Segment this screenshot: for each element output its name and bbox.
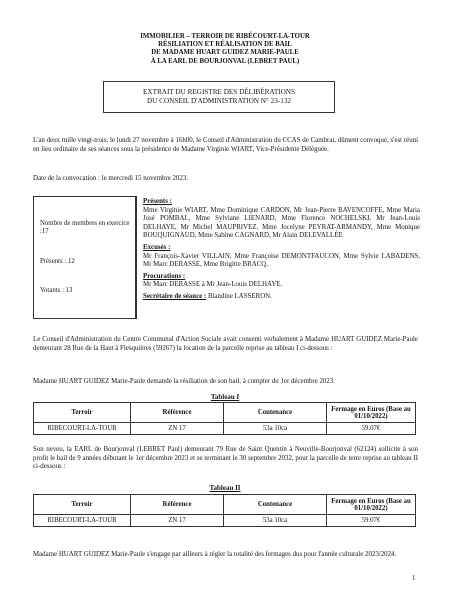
procurations-title: Procurations : bbox=[143, 272, 186, 280]
secretaire-title: Secrétaire de séance : bbox=[143, 292, 207, 300]
presents-count: Présents : 12 bbox=[40, 258, 75, 265]
table-row bbox=[34, 515, 416, 527]
table2-header-contenance: Contenance bbox=[224, 495, 327, 515]
table1-cell-reference: ZN 17 bbox=[131, 423, 224, 435]
header-line-3: DE MADAME HUART GUIDEZ MARIE-PAULE bbox=[151, 49, 299, 57]
extrait-line-2: DU CONSEIL D'ADMINISTRATION N° 23-132 bbox=[146, 97, 292, 105]
header-line-1: IMMOBILIER – TERROIR DE RIBÉCOURT-LA-TOUR bbox=[140, 33, 310, 40]
excuses-title: Excusés : bbox=[143, 243, 171, 251]
table2 bbox=[33, 494, 416, 527]
excuses-list: Mr François-Xavier VILLAIN, Mme Françoise DEMONTFAUCON, Mme Sylvie LABADENS, Mr Marc DERASSE, Mme Brigitte BRACQ. bbox=[143, 252, 420, 269]
table1-caption: Tableau I bbox=[210, 393, 240, 401]
presents-list: Mme Virginie WIART, Mme Dominique CARDON, Mr Jean-Pierre BAVENCOFFE, Mme Maria José POMBAL, Mme Sylviane LIENARD, Mme Florence NOCHELSKI, Mr Jean-Louis DELHAYE, Mr Michel MAUPRIVEZ, Mme Jocelyne PEYRAT-ARMANDY, Mme Monique BOUQUIGNAUD, Mme Sabine CAGNARD, Mr Alain DELEVALLÉE bbox=[143, 206, 420, 240]
presents-title: Présents : bbox=[143, 198, 172, 205]
table-row bbox=[34, 423, 416, 435]
counts-divider bbox=[136, 196, 137, 319]
table1-cell-fermage: 59.07€ bbox=[327, 423, 416, 435]
procurations-list: Mr Marc DERASSE à Mr Jean-Louis DELHAYE. bbox=[143, 281, 283, 289]
table2-cell-contenance: 53a 10ca bbox=[224, 515, 327, 527]
secretaire-line bbox=[143, 293, 420, 302]
table2-cell-terroir: RIBECOURT-LA-TOUR bbox=[34, 515, 131, 527]
table1-cell-terroir: RIBECOURT-LA-TOUR bbox=[34, 423, 131, 435]
votants-count: Votants : 13 bbox=[40, 287, 73, 294]
table1 bbox=[33, 402, 416, 435]
paragraph-4: Madame HUART GUIDEZ Marie-Paule s'engage par ailleurs à régler la totalité des fermages dus pour l'année culturale 2023/2024. bbox=[33, 551, 397, 558]
document-header bbox=[0, 33, 450, 66]
table2-header-row bbox=[34, 495, 416, 515]
convocation-date: Date de la convocation : le mercredi 15 novembre 2023. bbox=[33, 175, 188, 182]
membres-label: Nombre de membres en exercice :17 bbox=[40, 220, 130, 236]
page-number: 1 bbox=[412, 574, 416, 582]
table2-header-reference: Référence bbox=[131, 495, 224, 515]
table1-header-fermage: Fermage en Euros (Base au 01/10/2022) bbox=[327, 403, 416, 423]
table1-header-reference: Référence bbox=[131, 403, 224, 423]
secretaire-name: Blandine LASSERON. bbox=[207, 292, 272, 300]
table1-header-contenance: Contenance bbox=[224, 403, 327, 423]
extrait-line-1: EXTRAIT DU REGISTRE DES DÉLIBÉRATIONS bbox=[143, 88, 295, 96]
table1-cell-contenance: 53a 10ca bbox=[224, 423, 327, 435]
table1-header-terroir: Terroir bbox=[34, 403, 131, 423]
table2-cell-fermage: 59.07€ bbox=[327, 515, 416, 527]
header-line-4: À LA EARL DE BOURJONVAL (LEBRET PAUL) bbox=[150, 57, 300, 65]
table2-header-terroir: Terroir bbox=[34, 495, 131, 515]
extrait-box bbox=[103, 81, 335, 113]
table2-cell-reference: ZN 17 bbox=[131, 515, 224, 527]
attendance-block bbox=[143, 198, 420, 302]
header-line-2: RÉSILIATION ET RÉALISATION DE BAIL bbox=[158, 41, 292, 49]
table2-caption: Tableau II bbox=[209, 484, 241, 492]
table2-header-fermage: Fermage en Euros (Base au 01/10/2022) bbox=[327, 495, 416, 515]
paragraph-3: Son neveu, la EARL de Bourjonval (LEBRET Paul) demeurant 79 Rue de Saint Quentin à Neuville-Bourjonval (62124) sollicite à son profit le bail de 9 années débutant le 1er décembre 2023 et se terminant le 30 septembre 2032, pour la parcelle de terre reprise au tableau II ci-dessous : bbox=[33, 446, 418, 471]
paragraph-1: Le Conseil d'Administration du Centre Communal d'Action Sociale avait consenti verbalement à Madame HUART GUIDEZ Marie-Paule demeurant 28 Rue de la Haut à Flesquières (59267) la location de la parcelle reprise au tableau I ci-dessous : bbox=[33, 336, 418, 352]
paragraph-2: Madame HUART GUIDEZ Marie-Paule demande la résiliation de son bail, à compter du 1er décembre 2023. bbox=[33, 378, 335, 385]
intro-paragraph: L'an deux mille vingt-trois, le lundi 27 novembre à 16h00, le Conseil d'Administration du CCAS de Cambrai, dûment convoqué, s'est réuni en lieu ordinaire de ses séances sous la présidence de Madame Virginie WIART, Vice-Présidente Déléguée. bbox=[33, 137, 418, 153]
table1-header-row bbox=[34, 403, 416, 423]
